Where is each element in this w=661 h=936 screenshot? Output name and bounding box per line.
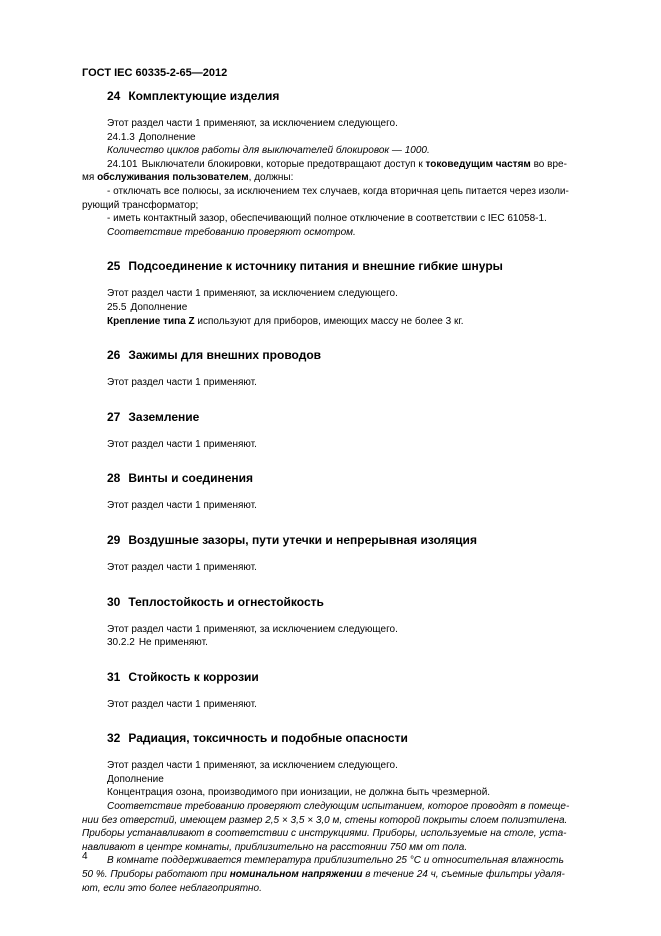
- defined-term: обслуживания пользователем: [97, 172, 249, 184]
- paragraph: Концентрация озона, производимого при ионизации, не должна быть чрезмерной.: [107, 787, 491, 799]
- section-26: [82, 348, 618, 390]
- section-28: [82, 471, 618, 513]
- paragraph: Количество циклов работы для выключателей блокировок — 1000.: [107, 145, 430, 157]
- section-30: [82, 595, 618, 650]
- paragraph: Крепление типа Z используют для приборов, имеющих массу не более 3 кг.: [107, 315, 464, 327]
- clause: 24.101 Выключатели блокировки, которые предотвращают доступ к токоведущим частям во вре-: [107, 158, 567, 170]
- section-heading: 25 Подсоединение к источнику питания и внешние гибкие шнуры: [107, 259, 503, 274]
- section-25: [82, 259, 618, 328]
- list-item: - иметь контактный зазор, обеспечивающий полное отключение в соответствии с IEC 61058-1.: [107, 213, 547, 225]
- section-24: [82, 89, 618, 239]
- paragraph: Этот раздел части 1 применяют.: [107, 438, 257, 450]
- paragraph: навливают в центре комнаты, приблизительно на расстоянии 750 мм от пола.: [82, 841, 468, 853]
- paragraph: Дополнение: [107, 773, 164, 785]
- paragraph: Этот раздел части 1 применяют.: [107, 500, 257, 512]
- paragraph: нии без отверстий, имеющем размер 2,5 × 3,5 × 3,0 м, стены которой покрыты слоем полиэтилена.: [82, 814, 568, 826]
- defined-term: Крепление типа Z: [107, 315, 195, 327]
- section-heading: 24 Комплектующие изделия: [107, 89, 280, 103]
- page-number: 4: [82, 851, 88, 862]
- section-31: [82, 670, 618, 712]
- document-body: [82, 89, 618, 915]
- section-heading: 27 Заземление: [107, 409, 200, 424]
- paragraph: Соответствие требованию проверяют осмотром.: [107, 226, 356, 238]
- paragraph: Этот раздел части 1 применяют, за исключением следующего.: [107, 760, 398, 772]
- section-heading: 32 Радиация, токсичность и подобные опасности: [107, 731, 408, 746]
- paragraph: Соответствие требованию проверяют следующим испытанием, которое проводят в помеще-: [107, 801, 570, 813]
- paragraph: рующий трансформатор;: [82, 199, 199, 211]
- section-heading: 28 Винты и соединения: [107, 471, 254, 486]
- section-29: [82, 533, 618, 575]
- paragraph: Этот раздел части 1 применяют, за исключением следующего.: [107, 118, 398, 129]
- paragraph: Этот раздел части 1 применяют, за исключением следующего.: [107, 288, 398, 300]
- section-heading: 26 Зажимы для внешних проводов: [107, 348, 322, 363]
- paragraph: Этот раздел части 1 применяют.: [107, 698, 257, 710]
- section-32: [82, 731, 618, 895]
- paragraph: Этот раздел части 1 применяют, за исключением следующего.: [107, 623, 398, 635]
- paragraph: Приборы устанавливают в соответствии с инструкциями. Приборы, используемые на столе, уста-: [82, 828, 567, 840]
- paragraph: ют, если это более неблагоприятно.: [82, 882, 262, 894]
- defined-term: токоведущим частям: [425, 158, 531, 170]
- paragraph: 50 %. Приборы работают при номинальном напряжении в течение 24 ч, съемные фильтры удаля-: [82, 869, 565, 881]
- section-heading: 31 Стойкость к коррозии: [107, 669, 259, 684]
- paragraph: Этот раздел части 1 применяют.: [107, 377, 257, 389]
- clause: 30.2.2 Не применяют.: [107, 637, 208, 649]
- section-27: [82, 410, 618, 452]
- section-heading: 30 Теплостойкость и огнестойкость: [107, 594, 324, 609]
- list-item: - отключать все полюсы, за исключением тех случаев, когда вторичная цепь питается через изоли-: [107, 185, 569, 197]
- clause: 24.1.3 Дополнение: [107, 131, 196, 143]
- paragraph: В комнате поддерживается температура приблизительно 25 °C и относительная влажность: [107, 855, 564, 867]
- section-heading: 29 Воздушные зазоры, пути утечки и непрерывная изоляция: [107, 532, 477, 547]
- defined-term: номинальном напряжении: [229, 869, 363, 881]
- document-header: ГОСТ IEC 60335-2-65—2012: [82, 67, 228, 79]
- paragraph: Этот раздел части 1 применяют.: [107, 561, 257, 573]
- clause: 25.5 Дополнение: [107, 301, 188, 313]
- paragraph: мя обслуживания пользователем, должны:: [82, 172, 294, 184]
